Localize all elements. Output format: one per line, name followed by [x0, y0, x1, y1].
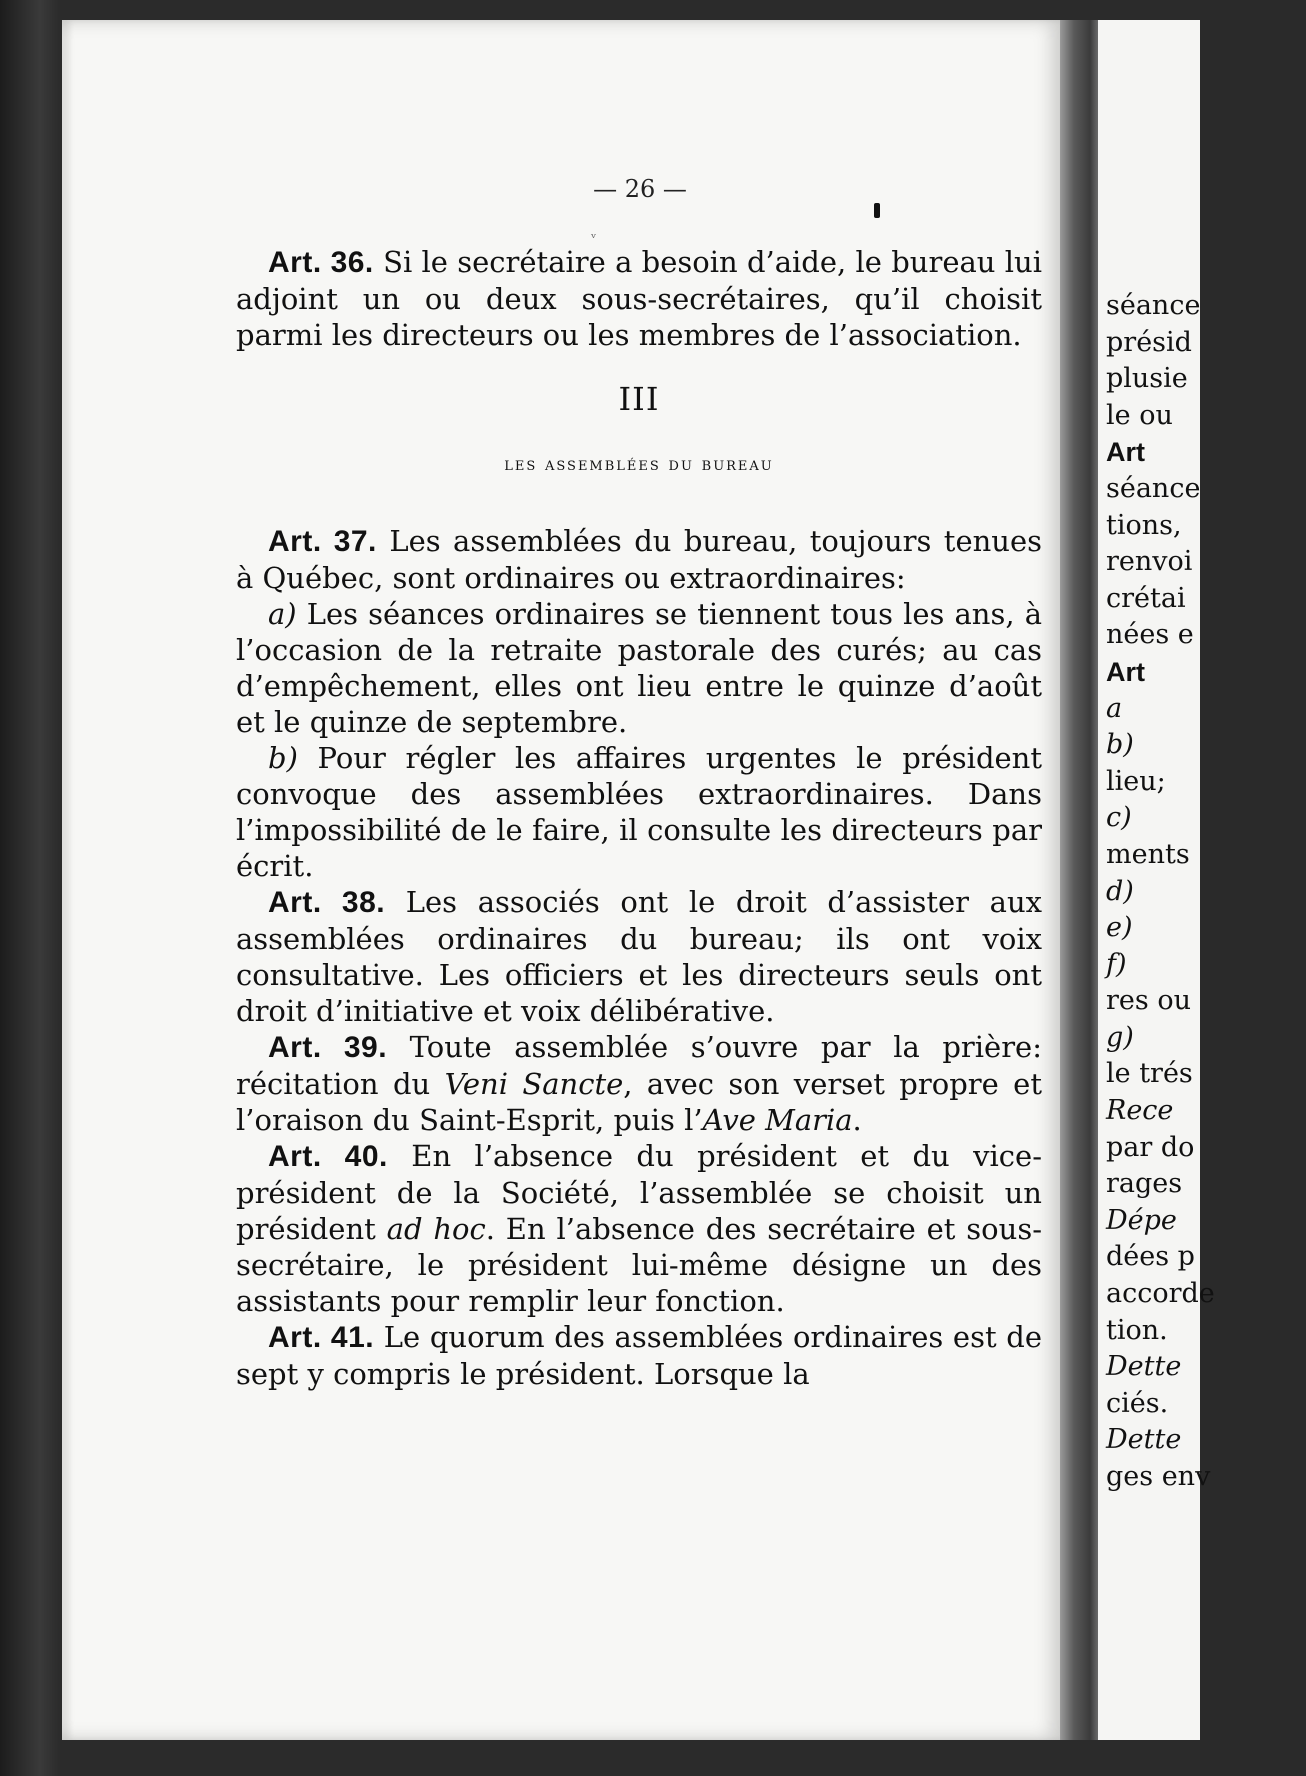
item-marker: a)	[268, 597, 297, 631]
latin-phrase: Veni Sancte	[444, 1067, 624, 1101]
section-title: les assemblées du bureau	[504, 454, 774, 475]
right-page-line: Dépe	[1106, 1204, 1177, 1236]
right-page-line: crétai	[1106, 582, 1186, 614]
right-page-line: Dette	[1106, 1424, 1182, 1456]
article-37	[236, 523, 1042, 596]
ink-mark	[874, 203, 880, 218]
right-page-line: le trés	[1106, 1058, 1193, 1090]
right-page-line: accorde	[1106, 1278, 1215, 1310]
right-page-line: Art	[1106, 437, 1145, 468]
right-page-line: res ou	[1106, 985, 1191, 1017]
right-page-line: Art	[1106, 656, 1145, 687]
book-gutter	[1060, 20, 1098, 1740]
article-text: Toute assemblée s’ouvre par la prière: récitation du	[236, 1030, 1042, 1101]
article-text: En l’absence du président et du vice-président de la Société, l’assemblée se choisit un président	[236, 1139, 1042, 1246]
right-page-line: tions,	[1106, 509, 1182, 541]
right-page	[1098, 20, 1215, 1740]
right-page-line: a	[1106, 692, 1123, 724]
right-page-line: f)	[1106, 948, 1127, 980]
right-page-line: plusie	[1106, 363, 1188, 395]
right-page-line: g)	[1106, 1021, 1134, 1053]
latin-phrase: ad hoc	[386, 1212, 486, 1246]
article-text: Le quorum des assemblées ordinaires est de sept y compris le président. Lorsque la	[236, 1320, 1042, 1391]
right-page-line: c)	[1106, 802, 1132, 834]
right-page-line: ciés.	[1106, 1387, 1169, 1419]
right-page-line: d)	[1106, 875, 1134, 907]
right-page-line: séance	[1106, 472, 1201, 504]
right-page-text	[1106, 288, 1306, 1496]
page-number: — 26 —	[593, 175, 687, 203]
right-page-line: Dette	[1106, 1351, 1182, 1383]
article-text: , avec son verset propre et l’oraison du Saint-Esprit, puis l’	[236, 1067, 1042, 1137]
right-page-line: Rece	[1106, 1095, 1174, 1127]
right-page-line: renvoi	[1106, 546, 1193, 578]
right-page-line: nées e	[1106, 619, 1194, 651]
section-numeral: III	[618, 380, 660, 418]
page-content	[236, 244, 1042, 1392]
article-text: .	[852, 1103, 862, 1137]
right-page-line: rages	[1106, 1168, 1183, 1200]
right-page-line: le ou	[1106, 399, 1173, 431]
article-41	[236, 1319, 1042, 1392]
item-text: Les séances ordinaires se tiennent tous les ans, à l’occasion de la retraite pastorale des curés; au cas d’empêchement, elles ont lieu entre le quinze d’août et le quinze de septembre.	[236, 597, 1043, 739]
right-page-line: lieu;	[1106, 765, 1166, 797]
article-37-item-a	[236, 596, 1042, 740]
article-text: Les associés ont le droit d’assister aux assemblées ordinaires du bureau; ils ont voix consultative. Les officiers et les directeurs seuls ont droit d’initiative et voix délibérative.	[236, 885, 1042, 1028]
article-label: Art. 38.	[268, 886, 386, 919]
right-page-line: par do	[1106, 1131, 1195, 1163]
article-label: Art. 39.	[268, 1031, 388, 1064]
article-37-item-b	[236, 740, 1042, 884]
right-page-line: séance	[1106, 290, 1201, 321]
article-text: Si le secrétaire a besoin d’aide, le bureau lui adjoint un ou deux sous-secrétaires, qu’il choisit parmi les directeurs ou les membres de l’association.	[236, 245, 1042, 352]
item-marker: b)	[268, 741, 298, 775]
latin-phrase: Ave Maria	[702, 1103, 853, 1137]
right-page-line: dées p	[1106, 1241, 1195, 1273]
article-40	[236, 1138, 1042, 1319]
article-text: Les assemblées du bureau, toujours tenues à Québec, sont ordinaires ou extraordinaires:	[236, 524, 1043, 595]
right-page-line: e)	[1106, 912, 1133, 944]
item-text: Pour régler les affaires urgentes le président convoque des assemblées extraordinaires. Dans l’impossibilité de le faire, il consulte les directeurs par écrit.	[236, 741, 1043, 883]
article-36	[236, 244, 1042, 353]
right-page-line: ges env	[1106, 1461, 1211, 1492]
article-label: Art. 36.	[268, 246, 374, 279]
article-label: Art. 40.	[268, 1140, 388, 1173]
article-label: Art. 37.	[268, 525, 377, 558]
stray-mark: ᵥ	[591, 226, 597, 242]
article-text: . En l’absence des secrétaire et sous-secrétaire, le président lui-même désigne un des assistants pour remplir leur fonction.	[236, 1212, 1042, 1318]
right-page-line: ments	[1106, 838, 1190, 870]
right-page-line: présid	[1106, 326, 1192, 358]
right-page-line: b)	[1106, 729, 1134, 761]
article-38	[236, 884, 1042, 1029]
right-page-line: tion.	[1106, 1314, 1168, 1346]
article-39	[236, 1029, 1042, 1138]
article-label: Art. 41.	[268, 1321, 375, 1354]
